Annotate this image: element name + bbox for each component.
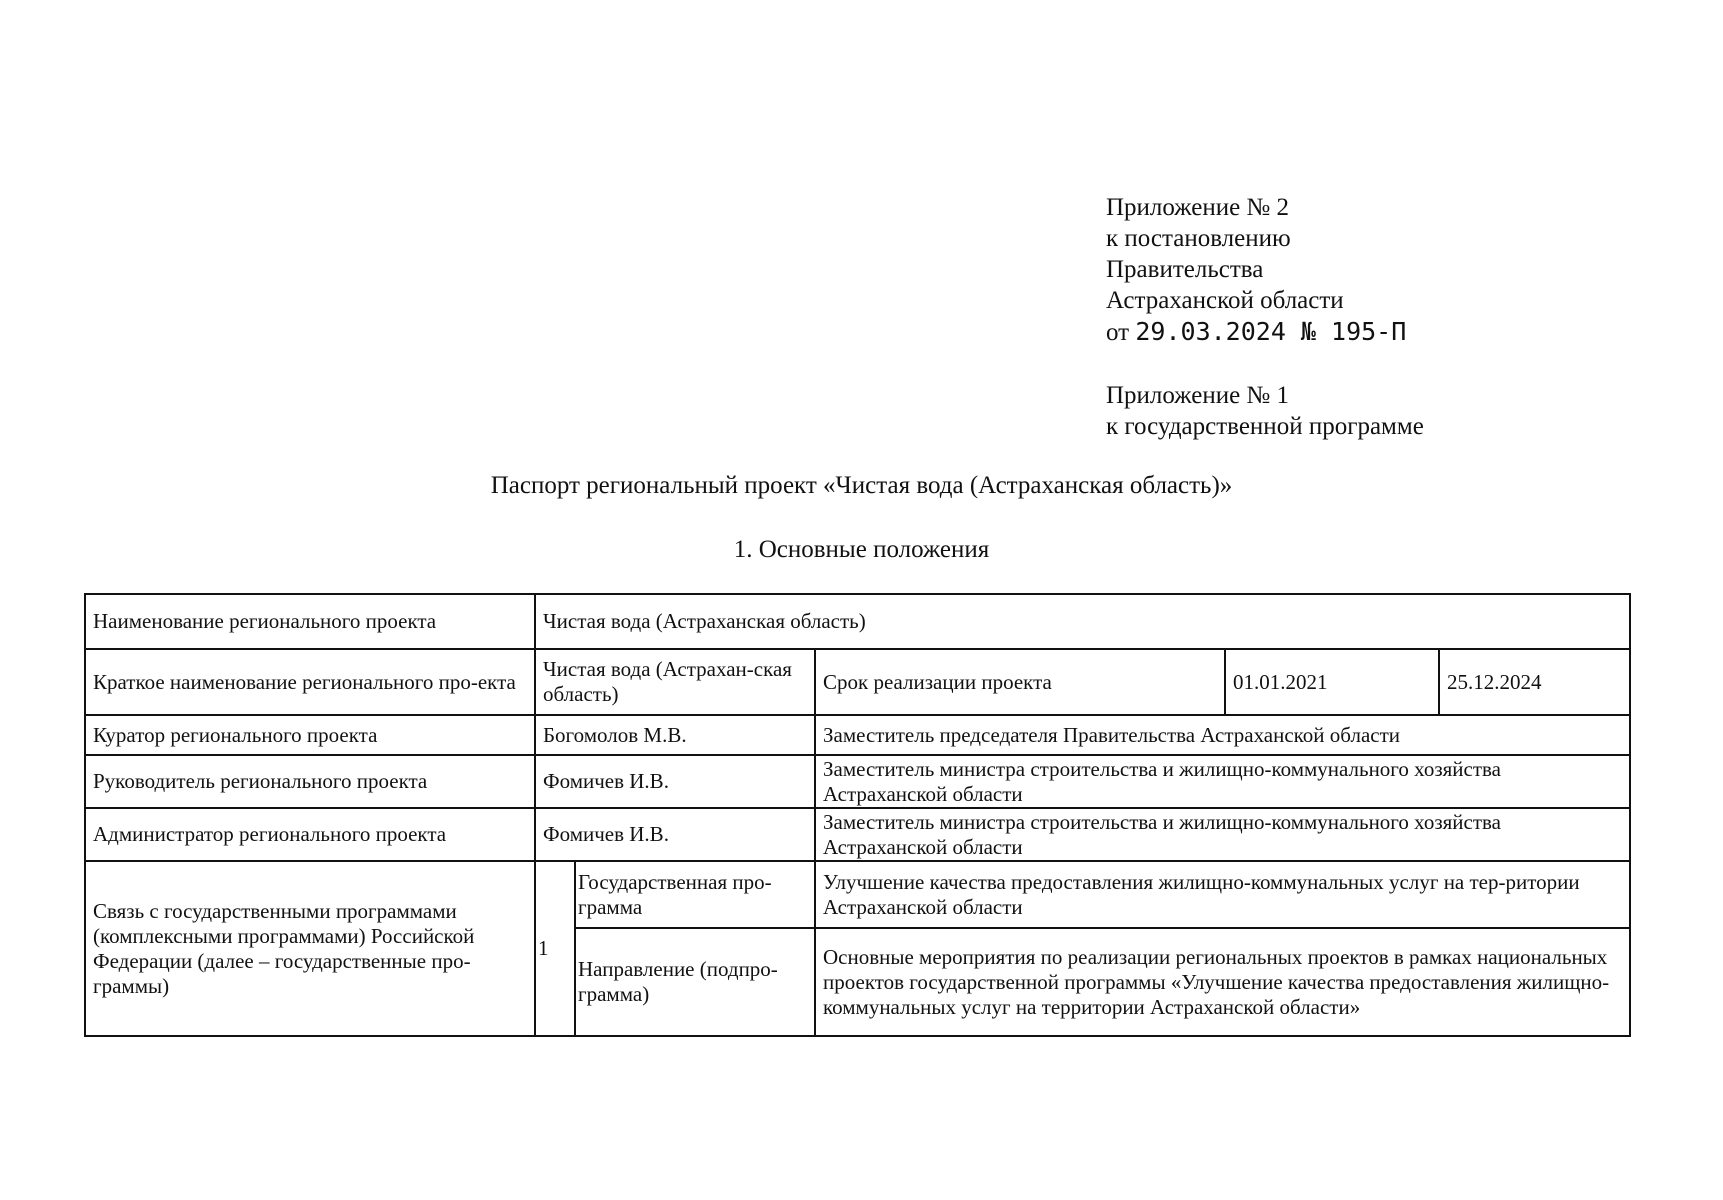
curator-name: Богомолов М.В.	[535, 715, 815, 755]
direction-value: Основные мероприятия по реализации региональных проектов в рамках национальных проектов государственной программы «Улучшение качества предоставления жилищно-коммунальных услуг на территории Астраханской области»	[815, 928, 1630, 1036]
table-row-admin	[85, 808, 1630, 861]
link-label: Связь с государственными программами (комплексными программами) Российской Федерации (далее – государственные про-граммы)	[85, 861, 535, 1036]
table-row-name	[85, 594, 1630, 649]
appendix-2-line3: Правительства	[1106, 256, 1264, 283]
appendix-2-line2: к постановлению	[1106, 225, 1291, 252]
term-label: Срок реализации проекта	[815, 649, 1225, 715]
curator-label: Куратор регионального проекта	[85, 715, 535, 755]
link-number: 1	[535, 861, 575, 1036]
head-label: Руководитель регионального проекта	[85, 755, 535, 808]
name-value: Чистая вода (Астраханская область)	[535, 594, 1630, 649]
short-name-label: Краткое наименование регионального про-екта	[85, 649, 535, 715]
admin-position: Заместитель министра строительства и жилищно-коммунального хозяйства Астраханской области	[815, 808, 1630, 861]
table-row-curator	[85, 715, 1630, 755]
appendix-2-line4: Астраханской области	[1106, 287, 1344, 314]
appendix-1-line2: к государственной программе	[1106, 413, 1424, 440]
direction-label: Направление (подпро-грамма)	[575, 928, 815, 1036]
date-prefix: от	[1106, 319, 1130, 346]
table-row-head	[85, 755, 1630, 808]
term-end: 25.12.2024	[1439, 649, 1630, 715]
table-row-program	[85, 861, 1630, 928]
passport-table	[84, 593, 1631, 1037]
table-row-short-name	[85, 649, 1630, 715]
appendix-2-header	[1106, 192, 1406, 348]
admin-label: Администратор регионального проекта	[85, 808, 535, 861]
date-number-stamp: 29.03.2024 № 195-П	[1135, 317, 1407, 346]
admin-name: Фомичев И.В.	[535, 808, 815, 861]
appendix-2-date-line	[1106, 316, 1406, 348]
head-position: Заместитель министра строительства и жилищно-коммунального хозяйства Астраханской области	[815, 755, 1630, 808]
document-title: Паспорт региональный проект «Чистая вода (Астраханская область)»	[490, 472, 1233, 499]
curator-position: Заместитель председателя Правительства Астраханской области	[815, 715, 1630, 755]
head-name: Фомичев И.В.	[535, 755, 815, 808]
short-name-value: Чистая вода (Астрахан-ская область)	[535, 649, 815, 715]
appendix-2-line1: Приложение № 2	[1106, 194, 1290, 221]
appendix-1-header	[1106, 380, 1424, 442]
section-title: 1. Основные положения	[733, 536, 990, 563]
program-label: Государственная про-грамма	[575, 861, 815, 928]
name-label: Наименование регионального проекта	[85, 594, 535, 649]
program-value: Улучшение качества предоставления жилищно-коммунальных услуг на тер-ритории Астраханской области	[815, 861, 1630, 928]
appendix-1-line1: Приложение № 1	[1106, 382, 1290, 409]
term-start: 01.01.2021	[1225, 649, 1439, 715]
